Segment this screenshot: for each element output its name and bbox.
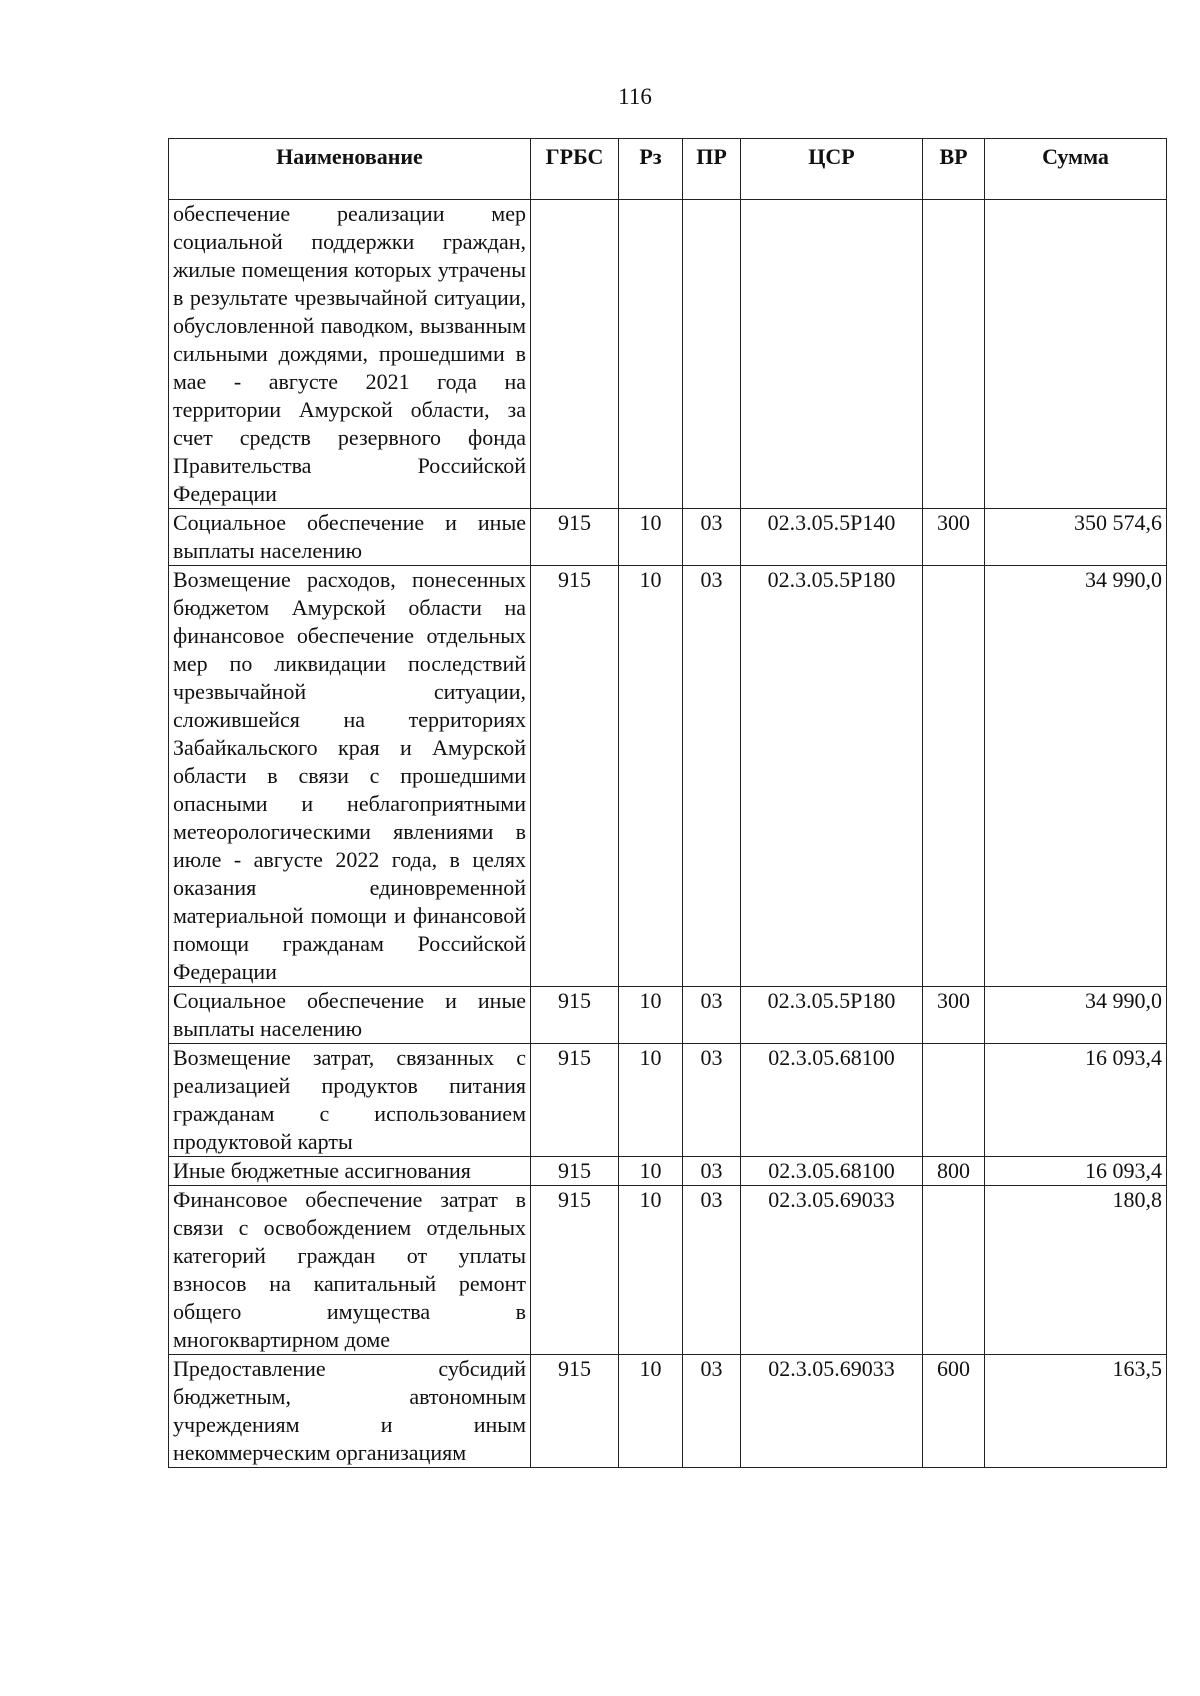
cell-rz: 10 [619,1355,683,1468]
cell-vr [923,1186,985,1355]
cell-pr: 03 [683,566,741,987]
cell-vr: 300 [923,509,985,566]
cell-rz: 10 [619,509,683,566]
table-row [169,566,1167,987]
cell-name: Социальное обеспечение и иные выплаты населению [169,987,531,1044]
cell-rz: 10 [619,1044,683,1157]
cell-csr: 02.3.05.5Р180 [741,566,923,987]
cell-grbs: 915 [531,509,619,566]
cell-rz: 10 [619,987,683,1044]
cell-vr: 800 [923,1157,985,1186]
col-header-name: Наименование [169,139,531,200]
cell-rz: 10 [619,566,683,987]
cell-sum: 180,8 [985,1186,1167,1355]
cell-sum: 16 093,4 [985,1157,1167,1186]
cell-grbs [531,200,619,509]
cell-name: Возмещение расходов, понесенных бюджетом Амурской области на финансовое обеспечение отдельных мер по ликвидации последствий чрезвычайной ситуации, сложившейся на территориях Забайкальского края и Амурской области в связи с прошедшими опасными и неблагоприятными метеорологическими явлениями в июле - августе 2022 года, в целях оказания единовременной материальной помощи и финансовой помощи гражданам Российской Федерации [169,566,531,987]
cell-grbs: 915 [531,566,619,987]
cell-vr [923,566,985,987]
cell-vr [923,1044,985,1157]
cell-csr: 02.3.05.69033 [741,1186,923,1355]
table-row [169,509,1167,566]
cell-rz [619,200,683,509]
cell-vr: 300 [923,987,985,1044]
cell-name: Возмещение затрат, связанных с реализацией продуктов питания гражданам с использованием продуктовой карты [169,1044,531,1157]
col-header-rz: Рз [619,139,683,200]
col-header-grbs: ГРБС [531,139,619,200]
cell-csr [741,200,923,509]
cell-grbs: 915 [531,1186,619,1355]
table-row [169,1355,1167,1468]
cell-grbs: 915 [531,1044,619,1157]
cell-sum: 163,5 [985,1355,1167,1468]
cell-pr: 03 [683,1157,741,1186]
col-header-sum: Сумма [985,139,1167,200]
cell-vr: 600 [923,1355,985,1468]
table-row [169,200,1167,509]
cell-name: обеспечение реализации мер социальной поддержки граждан, жилые помещения которых утрачены в результате чрезвычайной ситуации, обусловленной паводком, вызванным сильными дождями, прошедшими в мае - августе 2021 года на территории Амурской области, за счет средств резервного фонда Правительства Российской Федерации [169,200,531,509]
col-header-csr: ЦСР [741,139,923,200]
cell-name: Иные бюджетные ассигнования [169,1157,531,1186]
cell-grbs: 915 [531,987,619,1044]
cell-grbs: 915 [531,1157,619,1186]
cell-csr: 02.3.05.68100 [741,1157,923,1186]
table-row [169,1186,1167,1355]
cell-rz: 10 [619,1157,683,1186]
cell-pr: 03 [683,1355,741,1468]
col-header-pr: ПР [683,139,741,200]
cell-csr: 02.3.05.69033 [741,1355,923,1468]
cell-csr: 02.3.05.68100 [741,1044,923,1157]
budget-table [168,138,1167,1468]
table-row [169,987,1167,1044]
cell-sum: 16 093,4 [985,1044,1167,1157]
cell-sum: 34 990,0 [985,566,1167,987]
cell-csr: 02.3.05.5Р140 [741,509,923,566]
cell-sum: 350 574,6 [985,509,1167,566]
cell-pr [683,200,741,509]
col-header-vr: ВР [923,139,985,200]
table-row [169,1157,1167,1186]
cell-pr: 03 [683,509,741,566]
cell-pr: 03 [683,1186,741,1355]
cell-name: Финансовое обеспечение затрат в связи с освобождением отдельных категорий граждан от уплаты взносов на капитальный ремонт общего имущества в многоквартирном доме [169,1186,531,1355]
cell-pr: 03 [683,1044,741,1157]
cell-name: Социальное обеспечение и иные выплаты населению [169,509,531,566]
cell-sum [985,200,1167,509]
table-row [169,1044,1167,1157]
cell-sum: 34 990,0 [985,987,1167,1044]
cell-rz: 10 [619,1186,683,1355]
cell-csr: 02.3.05.5Р180 [741,987,923,1044]
cell-grbs: 915 [531,1355,619,1468]
page-number: 116 [618,84,652,109]
header-row [169,139,1167,200]
cell-pr: 03 [683,987,741,1044]
cell-name: Предоставление субсидий бюджетным, автономным учреждениям и иным некоммерческим организациям [169,1355,531,1468]
cell-vr [923,200,985,509]
